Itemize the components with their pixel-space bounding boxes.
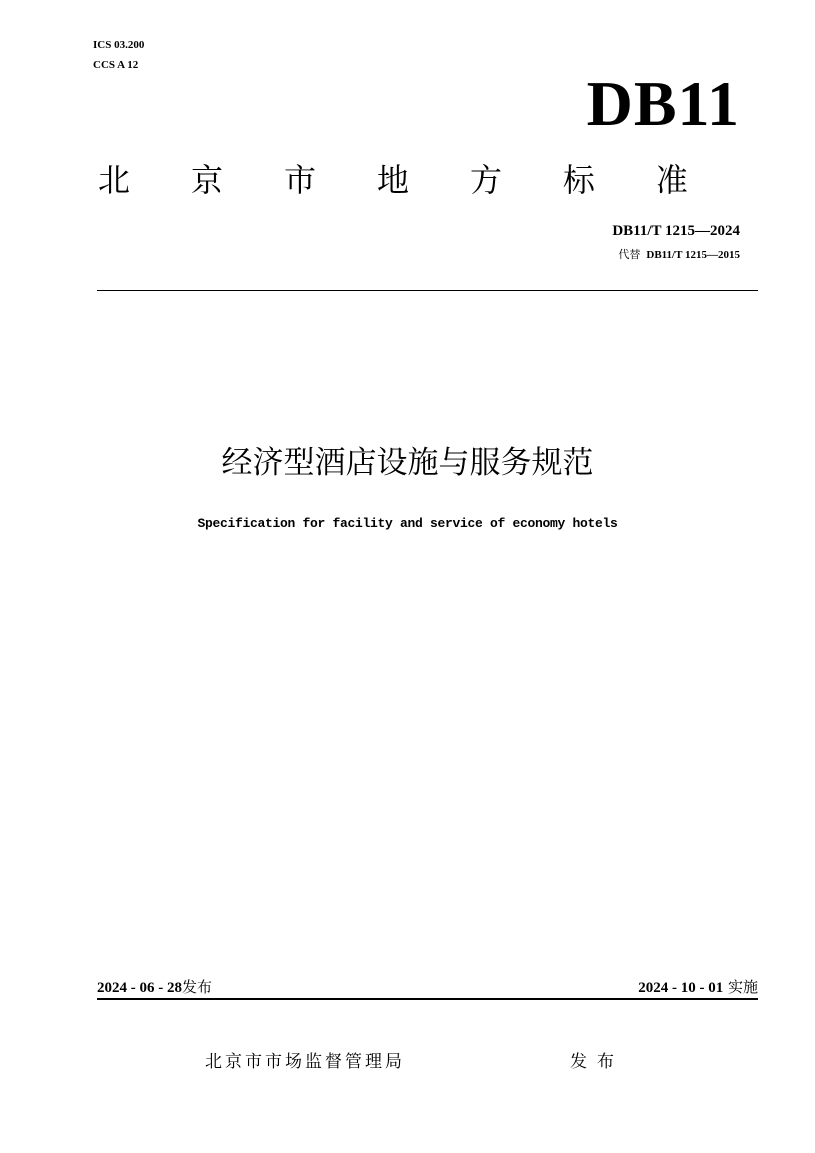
standard-type: [98, 158, 688, 202]
standard-number: DB11/T 1215—2024: [612, 223, 740, 239]
standard-type-char: 标: [562, 161, 595, 199]
replaces-line: [480, 247, 740, 263]
issue-label: 发布: [182, 978, 213, 996]
standard-type-char: 地: [376, 161, 409, 199]
publish-label: 发布: [570, 1052, 624, 1072]
title-english: Specification for facility and service of economy hotels: [197, 516, 618, 531]
ics-code: ICS 03.200: [93, 39, 145, 51]
replaces-label: 代替: [618, 248, 641, 261]
implementation-date-line: [638, 977, 758, 998]
issue-date: 2024 - 06 - 28: [97, 980, 182, 996]
standard-type-char: 市: [283, 161, 316, 199]
header-divider: [97, 290, 758, 291]
standard-type-char: 京: [190, 161, 223, 199]
standard-type-char: 北: [98, 161, 131, 199]
title-chinese: 经济型酒店设施与服务规范: [221, 445, 594, 481]
standard-type-char: 方: [469, 161, 502, 199]
ccs-code: CCS A 12: [93, 59, 139, 71]
implementation-date: 2024 - 10 - 01: [638, 980, 724, 996]
publisher-name: 北京市市场监督管理局: [205, 1052, 405, 1072]
replaces-number: DB11/T 1215—2015: [646, 249, 740, 261]
implementation-label: 实施: [727, 978, 758, 996]
footer-divider: [97, 998, 758, 1000]
standard-logo: DB11: [586, 68, 740, 139]
issue-date-line: [97, 977, 212, 998]
standard-type-char: 准: [655, 161, 688, 199]
